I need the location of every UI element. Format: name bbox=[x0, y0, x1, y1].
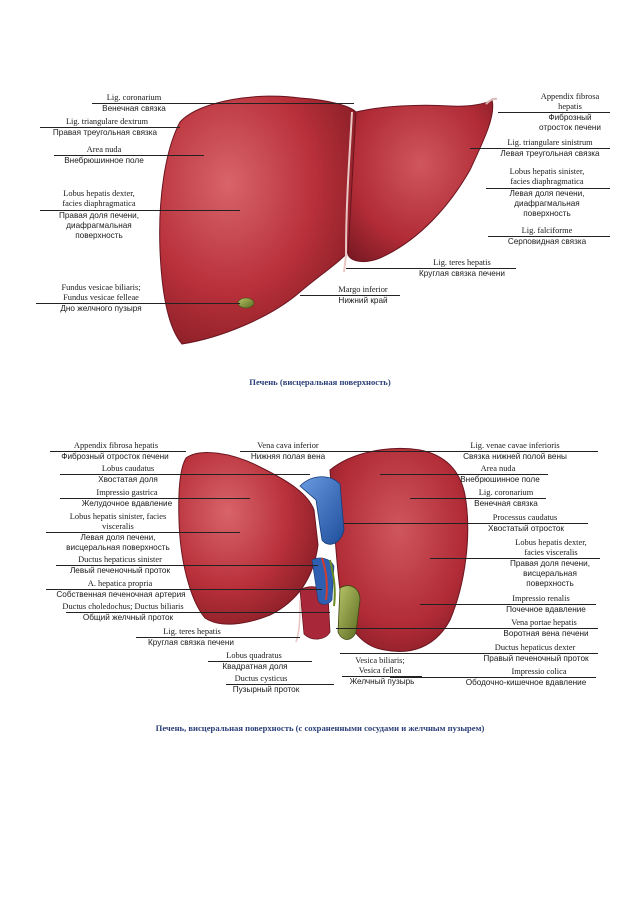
label-lig-tri-dextrum-ru: Правая треугольная связка bbox=[52, 128, 158, 137]
label-lig-tri-sin-ru: Левая треугольная связка bbox=[500, 149, 600, 158]
left-lobe-visceral-shape bbox=[179, 453, 318, 625]
label-lig-vcava-lat: Lig. venae cavae inferioris bbox=[470, 441, 560, 450]
label-margo-lat: Margo inferior bbox=[338, 285, 388, 294]
label-fundus-lat1: Fundus vesicae biliaris; bbox=[61, 283, 141, 292]
label-impressio-gastrica-ru: Желудочное вдавление bbox=[81, 499, 173, 508]
label-lobus-quadratus-ru: Квадратная доля bbox=[222, 662, 288, 671]
label-vena-cava-lat: Vena cava inferior bbox=[257, 441, 319, 450]
label-appendix-ru2: отросток печени bbox=[538, 123, 602, 132]
label-lobus-sin2-lat1: Lobus hepatis sinister, facies bbox=[69, 512, 167, 521]
label-vena-portae-lat: Vena portae hepatis bbox=[511, 618, 577, 627]
label-appendix-lat1: Appendix fibrosa bbox=[540, 92, 600, 101]
label-lobus-dexter-ru1: Правая доля печени, bbox=[58, 211, 140, 220]
label-lobus-dexter-lat2: facies diaphragmatica bbox=[62, 199, 136, 208]
label-lobus-dexter-lat1: Lobus hepatis dexter, bbox=[63, 189, 135, 198]
label-ductus-hep-dexter-lat: Ductus hepaticus dexter bbox=[494, 643, 576, 652]
label-lobus-sin-ru3: поверхность bbox=[523, 209, 571, 218]
label-lobus-dexter2-lat2: facies visceralis bbox=[524, 548, 578, 557]
label-lig-teres-lat: Lig. teres hepatis bbox=[433, 258, 491, 267]
label-vena-portae-ru: Воротная вена печени bbox=[503, 629, 589, 638]
label-lobus-dexter2-ru1: Правая доля печени, bbox=[509, 559, 591, 568]
label-ductus-hep-sin-lat: Ductus hepaticus sinister bbox=[78, 555, 162, 564]
label-lig-tri-dextrum-lat: Lig. triangulare dextrum bbox=[65, 117, 149, 126]
label-vena-cava-ru: Нижняя полая вена bbox=[250, 452, 326, 461]
label-ductus-hep-dexter-ru: Правый печеночный проток bbox=[483, 654, 589, 663]
ligamentum-teres-visceral bbox=[296, 600, 300, 642]
label-lobus-sin-ru2: диафрагмальная bbox=[514, 199, 580, 208]
figure1-caption: Печень (висцеральная поверхность) bbox=[249, 377, 391, 387]
label-margo-ru: Нижний край bbox=[338, 296, 388, 305]
liver-diaphragmatic-figure bbox=[160, 96, 497, 344]
label-impressio-gastrica-lat: Impressio gastrica bbox=[96, 488, 158, 497]
label-a-hepatica-lat: A. hepatica propria bbox=[87, 579, 153, 588]
label-fundus-lat2: Fundus vesicae felleae bbox=[63, 293, 139, 302]
label-impressio-renalis-lat: Impressio renalis bbox=[512, 594, 570, 603]
label-vesica-ru: Желчный пузырь bbox=[349, 677, 415, 686]
label-fundus-ru: Дно желчного пузыря bbox=[60, 304, 142, 313]
label-lobus-sin2-ru1: Левая доля печени, bbox=[80, 533, 156, 542]
label-lobus-caudatus-lat: Lobus caudatus bbox=[101, 464, 155, 473]
label-lig-vcava-ru: Связка нижней полой вены bbox=[463, 452, 567, 461]
label-processus-caudatus-lat: Processus caudatus bbox=[492, 513, 558, 522]
label-lig-falciforme-ru: Серповидная связка bbox=[507, 237, 587, 246]
label-lig-teres2-ru: Круглая связка печени bbox=[148, 638, 234, 647]
label-lig-tri-sin-lat: Lig. triangulare sinistrum bbox=[507, 138, 593, 147]
label-lobus-dexter-ru3: поверхность bbox=[75, 231, 123, 240]
label-area-nuda2-ru: Внебрюшинное поле bbox=[460, 475, 540, 484]
label-lobus-sin2-lat2: visceralis bbox=[102, 522, 134, 531]
label-impressio-renalis-ru: Почечное вдавление bbox=[506, 605, 586, 614]
label-area-nuda-lat: Area nuda bbox=[86, 145, 122, 154]
label-lig-teres-ru: Круглая связка печени bbox=[419, 269, 505, 278]
label-appendix2-lat: Appendix fibrosa hepatis bbox=[73, 441, 159, 450]
label-impressio-colica-ru: Ободочно-кишечное вдавление bbox=[465, 678, 587, 687]
label-lobus-sin2-ru2: висцеральная поверхность bbox=[66, 543, 170, 552]
liver-visceral-figure bbox=[179, 448, 468, 651]
label-ductus-cysticus-lat: Ductus cysticus bbox=[234, 674, 288, 683]
label-vesica-lat2: Vesica fellea bbox=[358, 666, 402, 675]
right-lobe-shape bbox=[160, 96, 356, 344]
label-appendix2-ru: Фиброзный отросток печени bbox=[61, 452, 169, 461]
label-processus-caudatus-ru: Хвостатый отросток bbox=[488, 524, 564, 533]
left-lobe-shape bbox=[348, 100, 493, 262]
label-lig-coronarium-ru: Венечная связка bbox=[102, 104, 166, 113]
label-ductus-hep-sin-ru: Левый печеночный проток bbox=[69, 566, 171, 575]
label-lobus-caudatus-ru: Хвостатая доля bbox=[98, 475, 158, 484]
label-ductus-choledochus-ru: Общий желчный проток bbox=[82, 613, 174, 622]
label-area-nuda-ru: Внебрюшинное поле bbox=[64, 156, 144, 165]
label-lobus-dexter2-ru3: поверхность bbox=[526, 579, 574, 588]
label-lobus-sin-lat2: facies diaphragmatica bbox=[510, 177, 584, 186]
label-lobus-dexter2-lat1: Lobus hepatis dexter, bbox=[515, 538, 587, 547]
label-lobus-sin-ru1: Левая доля печени, bbox=[509, 189, 585, 198]
label-lig-coronarium-lat: Lig. coronarium bbox=[106, 93, 162, 102]
label-a-hepatica-ru: Собственная печеночная артерия bbox=[56, 590, 186, 599]
label-lig-falciforme-lat: Lig. falciforme bbox=[521, 226, 573, 235]
figure2-caption: Печень, висцеральная поверхность (с сохраненными сосудами и желчным пузырем) bbox=[155, 723, 485, 733]
label-impressio-colica-lat: Impressio colica bbox=[511, 667, 567, 676]
label-lig-teres2-lat: Lig. teres hepatis bbox=[163, 627, 221, 636]
label-appendix-lat2: hepatis bbox=[558, 102, 582, 111]
gallbladder-fundus bbox=[238, 298, 254, 308]
label-ductus-cysticus-ru: Пузырный проток bbox=[232, 685, 300, 694]
label-ductus-choledochus-lat: Ductus choledochus; Ductus biliaris bbox=[62, 602, 184, 611]
label-lobus-dexter-ru2: диафрагмальная bbox=[66, 221, 132, 230]
label-lobus-sin-lat1: Lobus hepatis sinister, bbox=[509, 167, 585, 176]
label-vesica-lat1: Vesica biliaris; bbox=[355, 656, 405, 665]
label-appendix-ru1: Фиброзный bbox=[548, 113, 592, 122]
label-lig-coronarium2-lat: Lig. coronarium bbox=[478, 488, 534, 497]
label-area-nuda2-lat: Area nuda bbox=[480, 464, 516, 473]
label-lig-coronarium2-ru: Венечная связка bbox=[474, 499, 538, 508]
label-lobus-quadratus-lat: Lobus quadratus bbox=[226, 651, 282, 660]
label-lobus-dexter2-ru2: висцеральная bbox=[523, 569, 577, 578]
